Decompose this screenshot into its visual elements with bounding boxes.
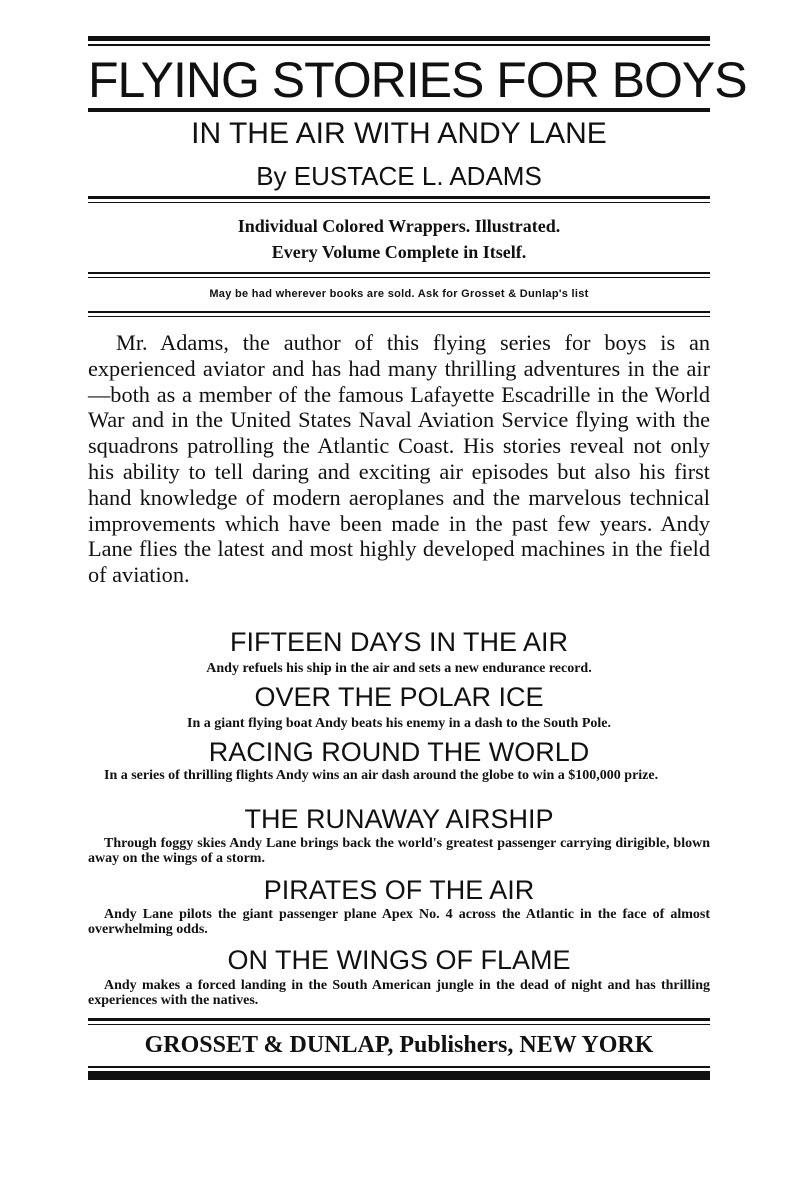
book-title: PIRATES OF THE AIR [263, 875, 535, 905]
book-title: OVER THE POLAR ICE [254, 682, 544, 712]
features-line-2: Every Volume Complete in Itself. [271, 242, 527, 262]
series-title: FLYING STORIES FOR BOYS [88, 52, 747, 108]
features-rule-1 [88, 272, 710, 274]
title-rule [88, 108, 710, 112]
availability-rule-2 [88, 316, 710, 317]
top-rule-thin [88, 44, 710, 46]
book-title: FIFTEEN DAYS IN THE AIR [229, 627, 569, 657]
book-description: Andy makes a forced landing in the South American jungle in the dead of night and has thrilling experiences with the natives. [88, 978, 710, 1008]
book-description: In a giant flying boat Andy beats his enemy in a dash to the South Pole. [187, 716, 611, 731]
book-description: Andy refuels his ship in the air and sets a new endurance record. [206, 661, 592, 676]
book-description: Through foggy skies Andy Lane brings back the world's greatest passenger carrying dirigible, blown away on the wings of a storm. [88, 836, 710, 866]
book-title: THE RUNAWAY AIRSHIP [244, 804, 554, 834]
book-title: RACING ROUND THE WORLD [208, 737, 590, 767]
footer-rule-1 [88, 1018, 710, 1021]
availability-note: May be had wherever books are sold. Ask for Grosset & Dunlap's list [209, 288, 589, 300]
bottom-rule-thick [88, 1071, 710, 1080]
intro-paragraph: Mr. Adams, the author of this flying series for boys is an experienced aviator and has had many thrilling adventures in the air—both as a member of the famous Lafayette Escadrille in the World War and in the United States Naval Aviation Service flying with the squadrons patrolling the Atlantic Coast. His stories reveal not only his ability to tell daring and exciting air episodes but also his first hand knowledge of modern aeroplanes and the marvelous technical improvements which have been made in the past few years. Andy Lane flies the latest and most highly developed machines in the field of aviation. [88, 330, 710, 588]
bottom-rule-thin [88, 1066, 710, 1068]
features-line-1: Individual Colored Wrappers. Illustrated. [237, 216, 561, 236]
publisher-line: GROSSET & DUNLAP, Publishers, NEW YORK [144, 1032, 654, 1058]
author-rule-2 [88, 202, 710, 203]
top-rule-thick [88, 36, 710, 41]
book-description: In a series of thrilling flights Andy wins an air dash around the globe to win a $100,000 prize. [104, 768, 659, 783]
series-subtitle: IN THE AIR WITH ANDY LANE [191, 117, 607, 150]
features-rule-2 [88, 277, 710, 278]
author-line: By EUSTACE L. ADAMS [256, 161, 542, 191]
book-description: Andy Lane pilots the giant passenger plane Apex No. 4 across the Atlantic in the face of almost overwhelming odds. [88, 907, 710, 937]
footer-rule-2 [88, 1024, 710, 1025]
availability-rule-1 [88, 311, 710, 313]
author-rule-1 [88, 196, 710, 199]
book-title: ON THE WINGS OF FLAME [227, 945, 571, 975]
